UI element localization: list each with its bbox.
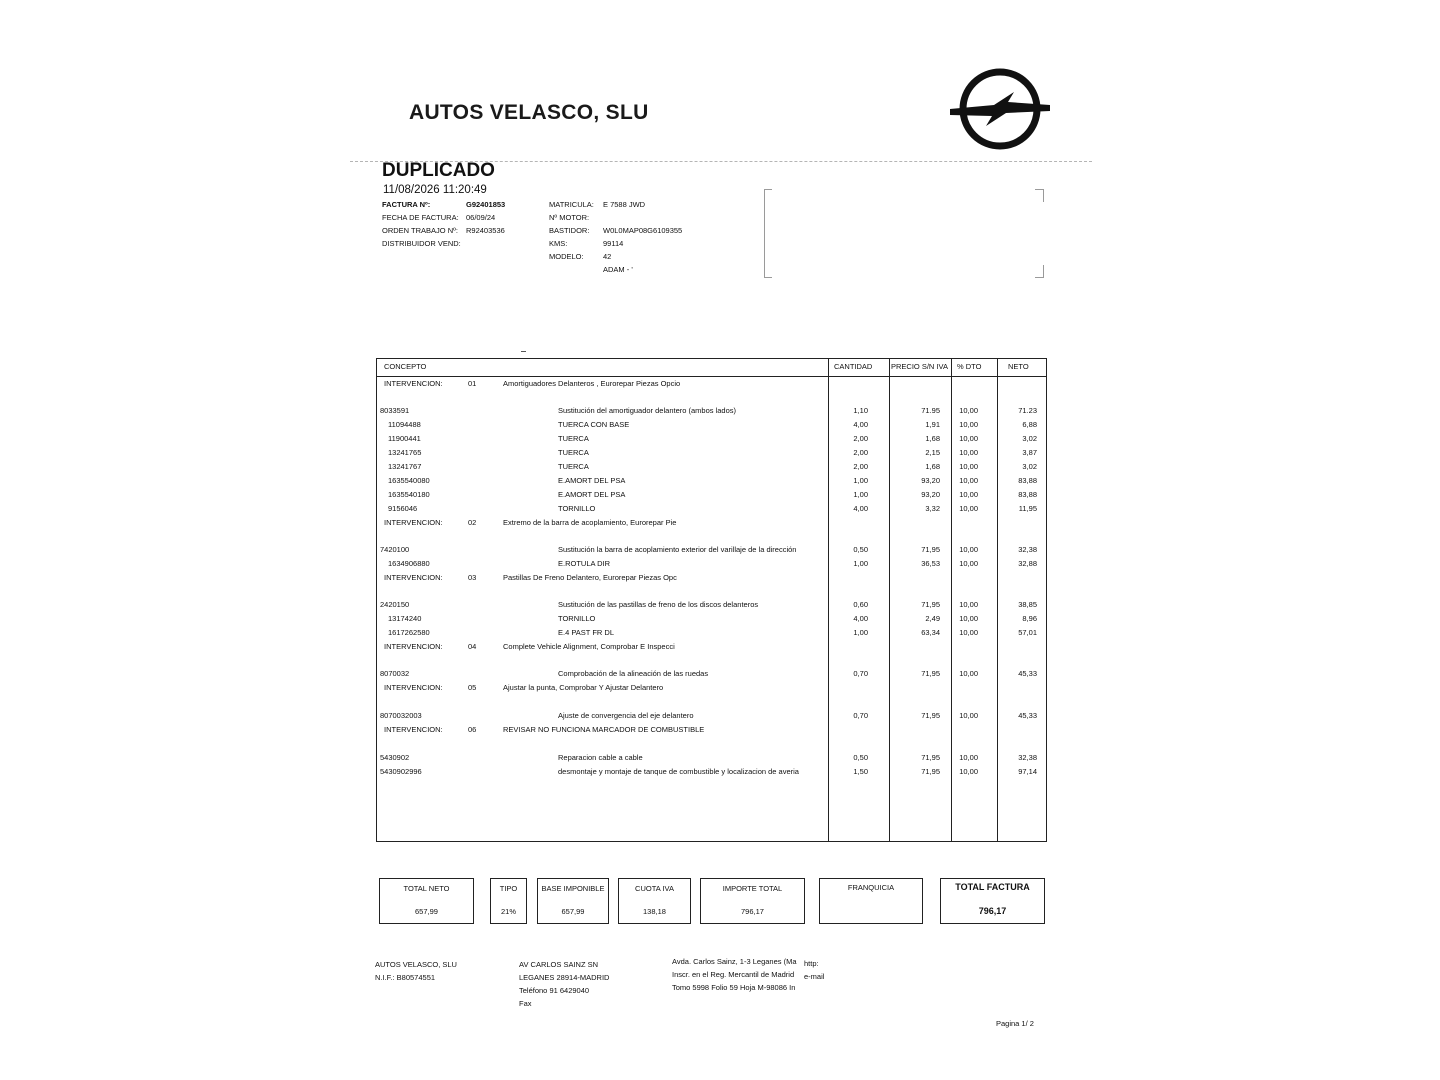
field-label: FACTURA Nº: <box>382 200 431 209</box>
field-label: FECHA DE FACTURA: <box>382 213 459 222</box>
table-row <box>377 558 1046 570</box>
intervention-description: Ajustar la punta, Comprobar Y Ajustar Delantero <box>503 683 664 692</box>
item-price: 71,95 <box>921 545 940 554</box>
item-discount: 10,00 <box>959 434 978 443</box>
col-header-dto: % DTO <box>957 362 982 371</box>
field-label: DISTRIBUIDOR VEND: <box>382 239 461 248</box>
item-net: 45,33 <box>1018 669 1037 678</box>
tipo-box <box>490 878 527 924</box>
table-row <box>377 447 1046 459</box>
importe-total-value: 796,17 <box>741 907 764 916</box>
invoice-number-row <box>382 198 532 211</box>
invoice-info-left <box>382 198 532 250</box>
item-price: 1,68 <box>925 434 940 443</box>
item-description: TORNILLO <box>558 614 596 623</box>
footer-registry <box>672 955 797 994</box>
item-discount: 10,00 <box>959 669 978 678</box>
item-quantity: 1,00 <box>853 628 868 637</box>
tipo-label: TIPO <box>499 884 518 893</box>
intervention-number: 06 <box>468 725 477 734</box>
field-label: Nº MOTOR: <box>549 213 590 222</box>
footer-registry-line: Avda. Carlos Sainz, 1-3 Leganes (Ma <box>672 957 797 966</box>
item-discount: 10,00 <box>959 600 978 609</box>
item-description: E.ROTULA DIR <box>558 559 611 568</box>
footer-registry-line: Tomo 5998 Folio 59 Hoja M-98086 In <box>672 983 796 992</box>
tipo-value: 21% <box>500 907 516 916</box>
item-code: 11900441 <box>388 434 421 443</box>
footer-city: LEGANES 28914-MADRID <box>519 973 610 982</box>
table-row <box>377 766 1046 778</box>
invoice-date: 06/09/24 <box>466 213 496 222</box>
footer-nif: N.I.F.: B80574551 <box>375 973 436 982</box>
franquicia-label: FRANQUICIA <box>847 883 895 892</box>
item-net: 38,85 <box>1018 600 1037 609</box>
footer-address <box>519 958 609 1010</box>
intervention-row <box>377 572 1046 584</box>
item-description: TUERCA CON BASE <box>558 420 630 429</box>
item-price: 71,95 <box>921 600 940 609</box>
item-code: 9156046 <box>388 504 418 513</box>
item-net: 8,96 <box>1022 614 1037 623</box>
item-code: 8070032003 <box>380 711 422 720</box>
opel-logo-icon <box>948 66 1052 152</box>
item-code: 8033591 <box>380 406 410 415</box>
item-price: 1,91 <box>925 420 940 429</box>
item-code: 2420150 <box>380 600 410 609</box>
franquicia-box <box>819 878 923 924</box>
table-row <box>377 710 1046 722</box>
item-code: 1617262580 <box>388 628 430 637</box>
intervention-number: 03 <box>468 573 477 582</box>
item-code: 1634906880 <box>388 559 430 568</box>
field-label: MATRICULA: <box>549 200 594 209</box>
item-discount: 10,00 <box>959 559 978 568</box>
item-quantity: 1,00 <box>853 559 868 568</box>
item-discount: 10,00 <box>959 614 978 623</box>
intervention-number: 05 <box>468 683 477 692</box>
intervention-row <box>377 378 1046 390</box>
item-description: E.AMORT DEL PSA <box>558 476 626 485</box>
item-net: 6,88 <box>1022 420 1037 429</box>
intervention-label: INTERVENCION: <box>384 683 443 692</box>
item-discount: 10,00 <box>959 545 978 554</box>
item-description: Ajuste de convergencia del eje delantero <box>558 711 694 720</box>
item-code: 1635540080 <box>388 476 430 485</box>
footer-registry-line: Inscr. en el Reg. Mercantil de Madrid <box>672 970 795 979</box>
item-quantity: 1,50 <box>853 767 868 776</box>
intervention-description: Extremo de la barra de acoplamiento, Eurorepar Pie <box>503 518 677 527</box>
intervention-row <box>377 641 1046 653</box>
intervention-description: Pastillas De Freno Delantero, Eurorepar Piezas Opc <box>503 573 677 582</box>
chassis-row <box>549 224 719 237</box>
work-order-row <box>382 224 532 237</box>
item-discount: 10,00 <box>959 711 978 720</box>
item-net: 3,87 <box>1022 448 1037 457</box>
item-net: 45,33 <box>1018 711 1037 720</box>
item-description: Comprobación de la alineación de las ruedas <box>558 669 709 678</box>
item-discount: 10,00 <box>959 476 978 485</box>
item-price: 3,32 <box>925 504 940 513</box>
item-price: 1,68 <box>925 462 940 471</box>
model-name-row <box>549 263 719 276</box>
company-name: AUTOS VELASCO, SLU <box>409 101 649 124</box>
intervention-label: INTERVENCION: <box>384 725 443 734</box>
col-header-cantidad: CANTIDAD <box>834 362 873 371</box>
footer-email: e-mail <box>804 972 825 981</box>
item-discount: 10,00 <box>959 504 978 513</box>
item-quantity: 2,00 <box>853 462 868 471</box>
table-row <box>377 419 1046 431</box>
item-description: desmontaje y montaje de tanque de combustible y localizacion de averia <box>558 767 799 776</box>
item-quantity: 1,10 <box>853 406 868 415</box>
item-description: TUERCA <box>558 448 589 457</box>
item-code: 13241765 <box>388 448 422 457</box>
base-imponible-value: 657,99 <box>561 907 585 916</box>
item-quantity: 4,00 <box>853 504 868 513</box>
total-neto-value: 657,99 <box>415 907 438 916</box>
item-net: 32,38 <box>1018 545 1037 554</box>
item-discount: 10,00 <box>959 420 978 429</box>
item-net: 32,38 <box>1018 753 1037 762</box>
item-code: 7420100 <box>380 545 410 554</box>
table-row <box>377 668 1046 680</box>
mark <box>521 351 526 352</box>
item-discount: 10,00 <box>959 628 978 637</box>
footer-web <box>804 957 824 983</box>
field-label: KMS: <box>549 239 568 248</box>
item-quantity: 1,00 <box>853 490 868 499</box>
item-net: 11,95 <box>1018 504 1037 513</box>
total-neto-label: TOTAL NETO <box>403 884 450 893</box>
cuota-iva-label: CUOTA IVA <box>635 884 674 893</box>
item-description: Sustitución la barra de acoplamiento exterior del varillaje de la dirección <box>558 545 797 554</box>
intervention-row <box>377 517 1046 529</box>
item-quantity: 0,70 <box>853 669 868 678</box>
footer-company-name: AUTOS VELASCO, SLU <box>375 960 457 969</box>
table-row <box>377 613 1046 625</box>
col-header-precio: PRECIO S/N IVA <box>891 362 948 371</box>
print-datetime: 11/08/2026 11:20:49 <box>383 184 487 196</box>
item-net: 57,01 <box>1018 628 1037 637</box>
item-price: 71,95 <box>921 669 940 678</box>
table-row <box>377 475 1046 487</box>
item-price: 71,95 <box>921 711 940 720</box>
item-quantity: 4,00 <box>853 420 868 429</box>
item-description: TORNILLO <box>558 504 596 513</box>
item-quantity: 1,00 <box>853 476 868 485</box>
col-header-neto: NETO <box>1008 362 1029 371</box>
intervention-number: 04 <box>468 642 477 651</box>
base-imponible-label: BASE IMPONIBLE <box>541 884 605 893</box>
item-description: E.AMORT DEL PSA <box>558 490 626 499</box>
field-label: MODELO: <box>549 252 584 261</box>
item-net: 97,14 <box>1018 767 1037 776</box>
total-factura-box <box>940 878 1045 924</box>
item-price: 71.95 <box>921 406 940 415</box>
intervention-label: INTERVENCION: <box>384 642 443 651</box>
intervention-description: Amortiguadores Delanteros , Eurorepar Piezas Opcio <box>503 379 681 388</box>
item-discount: 10,00 <box>959 406 978 415</box>
intervention-description: Complete Vehicle Alignment, Comprobar E Inspecci <box>503 642 675 651</box>
total-neto-box <box>379 878 474 924</box>
model-row <box>549 250 719 263</box>
invoice-number: G92401853 <box>466 200 506 209</box>
item-code: 11094488 <box>388 420 421 429</box>
item-net: 3,02 <box>1022 462 1037 471</box>
item-quantity: 0,70 <box>853 711 868 720</box>
engine-row <box>549 211 719 224</box>
table-row <box>377 405 1046 417</box>
table-row <box>377 503 1046 515</box>
total-factura-label: TOTAL FACTURA <box>955 882 1030 892</box>
footer-phone: Teléfono 91 6429040 <box>519 986 590 995</box>
item-description: Reparacion cable a cable <box>558 753 643 762</box>
intervention-number: 02 <box>468 518 477 527</box>
distributor-row <box>382 237 532 250</box>
table-row <box>377 433 1046 445</box>
cuota-iva-box <box>618 878 691 924</box>
table-row <box>377 627 1046 639</box>
model-name: ADAM - ' <box>603 265 633 274</box>
table-row <box>377 599 1046 611</box>
footer-street: AV CARLOS SAINZ SN <box>519 960 599 969</box>
cuota-iva-value: 138,18 <box>643 907 666 916</box>
item-net: 71.23 <box>1018 406 1037 415</box>
item-discount: 10,00 <box>959 753 978 762</box>
chassis-number: W0L0MAP08G6109355 <box>603 226 683 235</box>
total-factura-value: 796,17 <box>978 906 1007 916</box>
item-code: 8070032 <box>380 669 410 678</box>
item-net: 83,88 <box>1018 490 1037 499</box>
item-code: 5430902 <box>380 753 410 762</box>
field-label <box>549 263 603 276</box>
item-price: 2,15 <box>925 448 940 457</box>
item-code: 13174240 <box>388 614 422 623</box>
item-discount: 10,00 <box>959 448 978 457</box>
intervention-label: INTERVENCION: <box>384 518 443 527</box>
table-row <box>377 544 1046 556</box>
vehicle-info <box>549 198 719 276</box>
item-net: 32,88 <box>1018 559 1037 568</box>
footer-company <box>375 958 457 984</box>
item-description: Sustitución de las pastillas de freno de los discos delanteros <box>558 600 759 609</box>
item-price: 71,95 <box>921 753 940 762</box>
customer-address-frame <box>764 189 1044 278</box>
footer-fax: Fax <box>519 999 532 1008</box>
item-code: 5430902996 <box>380 767 422 776</box>
table-row <box>377 489 1046 501</box>
item-price: 93,20 <box>921 476 940 485</box>
footer-http: http: <box>804 959 819 968</box>
item-discount: 10,00 <box>959 767 978 776</box>
item-code: 13241767 <box>388 462 422 471</box>
importe-total-box <box>700 878 805 924</box>
invoice-date-row <box>382 211 532 224</box>
field-label: BASTIDOR: <box>549 226 590 235</box>
item-quantity: 0,60 <box>853 600 868 609</box>
intervention-number: 01 <box>468 379 477 388</box>
intervention-description: REVISAR NO FUNCIONA MARCADOR DE COMBUSTIBLE <box>503 725 705 734</box>
col-header-concepto: CONCEPTO <box>384 362 427 371</box>
page-number: Pagina 1/ 2 <box>996 1019 1034 1028</box>
item-price: 93,20 <box>921 490 940 499</box>
item-quantity: 0,50 <box>853 753 868 762</box>
item-quantity: 2,00 <box>853 434 868 443</box>
field-label: ORDEN TRABAJO Nº: <box>382 226 458 235</box>
plate-row <box>549 198 719 211</box>
intervention-label: INTERVENCION: <box>384 379 443 388</box>
base-imponible-box <box>537 878 609 924</box>
item-quantity: 2,00 <box>853 448 868 457</box>
item-discount: 10,00 <box>959 490 978 499</box>
item-net: 3,02 <box>1022 434 1037 443</box>
item-quantity: 0,50 <box>853 545 868 554</box>
item-net: 83,88 <box>1018 476 1037 485</box>
importe-total-label: IMPORTE TOTAL <box>722 884 783 893</box>
intervention-row <box>377 682 1046 694</box>
work-order-number: R92403536 <box>466 226 505 235</box>
item-description: Sustitución del amortiguador delantero (ambos lados) <box>558 406 737 415</box>
intervention-label: INTERVENCION: <box>384 573 443 582</box>
intervention-row <box>377 724 1046 736</box>
item-description: TUERCA <box>558 462 589 471</box>
table-row <box>377 461 1046 473</box>
duplicate-stamp: DUPLICADO <box>382 160 495 181</box>
item-quantity: 4,00 <box>853 614 868 623</box>
plate-number: E 7588 JWD <box>603 200 646 209</box>
item-description: E.4 PAST FR DL <box>558 628 614 637</box>
invoice-lines-table <box>376 358 1047 842</box>
item-price: 2,49 <box>925 614 940 623</box>
table-row <box>377 752 1046 764</box>
item-price: 71,95 <box>921 767 940 776</box>
kms-value: 99114 <box>603 239 624 248</box>
item-description: TUERCA <box>558 434 589 443</box>
item-price: 63,34 <box>921 628 940 637</box>
item-code: 1635540180 <box>388 490 430 499</box>
model-value: 42 <box>603 252 612 261</box>
item-discount: 10,00 <box>959 462 978 471</box>
kms-row <box>549 237 719 250</box>
item-price: 36,53 <box>921 559 940 568</box>
